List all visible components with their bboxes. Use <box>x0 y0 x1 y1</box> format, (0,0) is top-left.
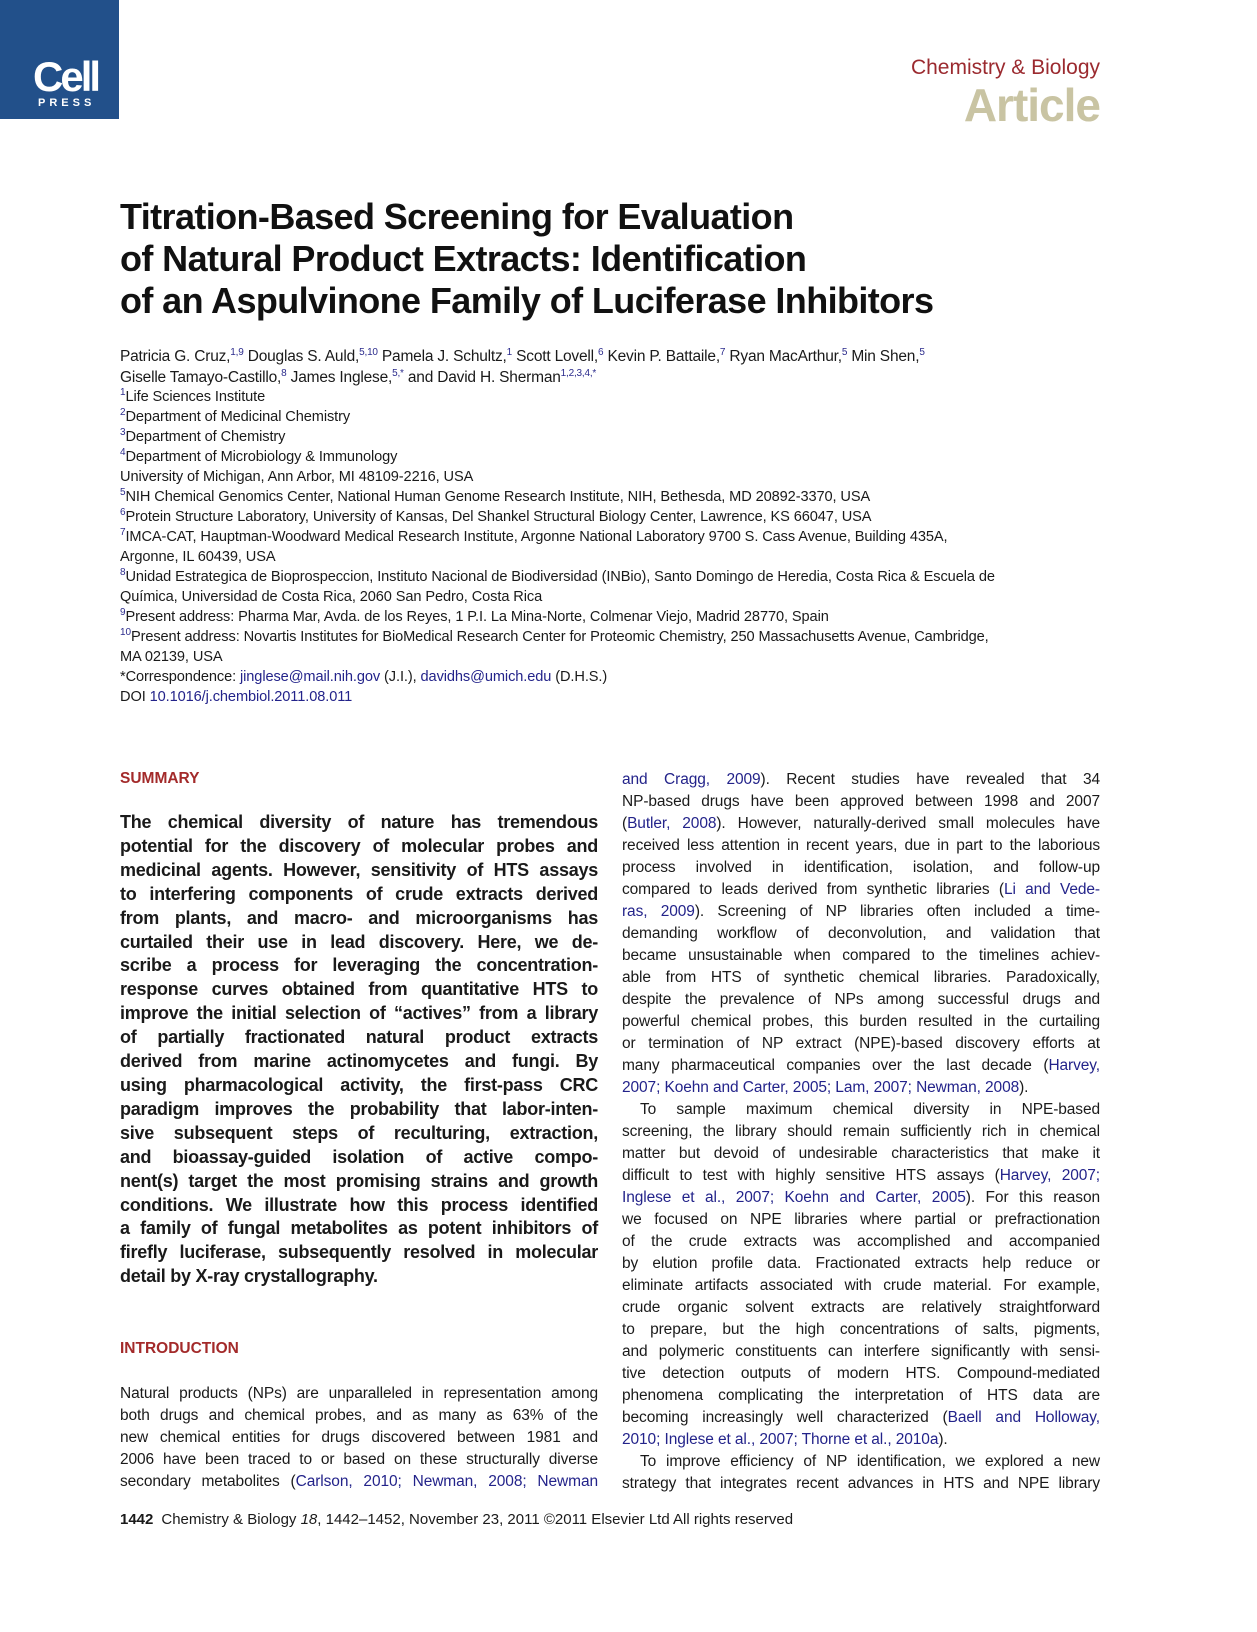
text-span: DOI <box>120 689 150 705</box>
text-span: *Correspondence: <box>120 669 240 685</box>
text-span: many pharmaceutical companies over the last decade ( <box>622 1057 1049 1074</box>
text-span: To sample maximum chemical diversity in NPE-based <box>640 1101 1100 1118</box>
text-line <box>622 1231 1100 1253</box>
text-line <box>120 1405 598 1427</box>
text-line <box>120 1026 598 1050</box>
text-span: and polymeric constituents can interfere significantly with sensi- <box>622 1343 1100 1360</box>
text-span: phenomena complicating the interpretation of HTS data are <box>622 1387 1100 1404</box>
text-span: ). <box>1019 1079 1029 1096</box>
text-line <box>120 1217 598 1241</box>
text-line <box>120 567 1110 587</box>
text-span: using pharmacological activity, the first-pass CRC <box>120 1074 598 1095</box>
text-span: potential for the discovery of molecular probes and <box>120 835 598 856</box>
text-line <box>120 607 1110 627</box>
text-line <box>120 1241 598 1265</box>
text-span: derived from marine actinomycetes and fungi. By <box>120 1051 598 1072</box>
text-span: The chemical diversity of nature has tremendous <box>120 812 598 832</box>
citation-link[interactable]: Inglese et al., 2007; Koehn and Carter, 2005 <box>622 1189 966 1206</box>
text-span: of partially fractionated natural product extracts <box>120 1027 598 1048</box>
text-span: Protein Structure Laboratory, University of Kansas, Del Shankel Structural Biology Center, Lawrence, KS 66047, USA <box>125 509 872 525</box>
text-span: ). Recent studies have revealed that 34 <box>760 771 1101 788</box>
text-span: and bioassay-guided isolation of active compo- <box>120 1146 598 1167</box>
text-line <box>622 879 1100 901</box>
text-span: scribe a process for leveraging the concentration- <box>120 955 598 976</box>
text-line <box>622 1319 1100 1341</box>
footer-volume: 18 <box>300 1511 318 1528</box>
text-line <box>622 989 1100 1011</box>
text-line <box>120 1265 598 1289</box>
text-line <box>120 587 1110 607</box>
text-line <box>622 901 1100 923</box>
cell-press-logo <box>0 0 119 119</box>
text-line <box>622 1275 1100 1297</box>
citation-link[interactable]: Harvey, <box>1048 1057 1100 1074</box>
text-line <box>622 813 1100 835</box>
text-line <box>120 527 1110 547</box>
page-footer <box>120 1511 793 1528</box>
text-line <box>120 387 1110 407</box>
text-line <box>622 1033 1100 1055</box>
text-line <box>622 1429 1100 1451</box>
text-span: (D.H.S.) <box>551 669 608 685</box>
superscript-marker: 1,9 <box>230 346 244 358</box>
footer-journal: Chemistry & Biology <box>161 1511 297 1528</box>
text-span: difficult to test with highly sensitive HTS assays ( <box>622 1167 1000 1184</box>
text-span: ). However, naturally-derived small molecules have <box>716 815 1100 832</box>
text-span: Present address: Pharma Mar, Avda. de los Reyes, 1 P.I. La Mina-Norte, Colmenar Viejo, Madrid 28770, Spain <box>125 609 829 625</box>
text-span: MA 02139, USA <box>120 649 223 665</box>
text-span: powerful chemical probes, this burden resulted in the curtailing <box>622 1013 1100 1030</box>
text-line <box>622 791 1100 813</box>
text-span: paradigm improves the probability that labor-inten- <box>120 1098 598 1119</box>
superscript-marker: 2 <box>120 407 126 419</box>
citation-link[interactable]: and Cragg, 2009 <box>622 771 761 788</box>
text-line <box>622 835 1100 857</box>
text-line <box>622 1253 1100 1275</box>
text-span: demanding workflow of deconvolution, and validation that <box>622 925 1100 942</box>
text-span: secondary metabolites ( <box>120 1473 296 1490</box>
text-span: James Inglese, <box>286 369 393 386</box>
text-span: Douglas S. Auld, <box>243 348 360 365</box>
text-span: Giselle Tamayo-Castillo, <box>120 369 282 386</box>
text-line <box>120 687 1110 707</box>
text-line <box>622 1143 1100 1165</box>
text-line <box>622 1451 1100 1473</box>
introduction-heading: INTRODUCTION <box>120 1340 239 1357</box>
text-span: firefly luciferase, subsequently resolved in molecular <box>120 1242 598 1263</box>
text-span: eliminate artifacts associated with crude material. For example, <box>622 1277 1100 1294</box>
text-line <box>622 1209 1100 1231</box>
text-span: Pamela J. Schultz, <box>377 348 507 365</box>
text-line <box>622 1121 1100 1143</box>
text-line <box>622 857 1100 879</box>
citation-link[interactable]: davidhs@umich.edu <box>420 669 552 685</box>
text-span: nent(s) target the most promising strains and growth <box>120 1170 598 1191</box>
text-span: To improve efficiency of NP identification, we explored a new <box>640 1453 1100 1470</box>
text-span: ( <box>622 815 628 832</box>
text-span: or termination of NP extract (NPE)-based discovery efforts at <box>622 1035 1100 1052</box>
citation-link[interactable]: ras, 2009 <box>622 903 695 920</box>
text-span: (J.I.), <box>380 669 421 685</box>
text-line <box>120 954 598 978</box>
text-span: Life Sciences Institute <box>125 389 266 405</box>
text-span: improve the initial selection of “actives” from a library <box>120 1003 598 1024</box>
text-line <box>120 467 1110 487</box>
text-line <box>120 1074 598 1098</box>
text-line <box>120 407 1110 427</box>
text-line <box>120 367 1110 388</box>
text-line <box>120 811 598 835</box>
superscript-marker: 8 <box>281 367 287 379</box>
text-line <box>120 346 1110 367</box>
text-line <box>622 923 1100 945</box>
title-line: of Natural Product Extracts: Identification <box>120 238 807 279</box>
text-span: to prepare, but the high concentrations of salts, pigments, <box>622 1321 1100 1338</box>
superscript-marker: 10 <box>120 627 131 639</box>
superscript-marker: 5,10 <box>359 346 378 358</box>
text-span: Natural products (NPs) are unparalleled in representation among <box>120 1385 598 1402</box>
text-span: Kevin P. Battaile, <box>603 348 720 365</box>
text-line <box>622 1055 1100 1077</box>
text-span: matter but devoid of undesirable characteristics that make it <box>622 1145 1100 1162</box>
text-span: Min Shen, <box>847 348 920 365</box>
text-span: Present address: Novartis Institutes for BioMedical Research Center for Proteomic Chemistry, 250 Massachusetts Avenue, Cambridge, <box>130 629 989 645</box>
logo-text: Cell <box>33 53 99 100</box>
text-span: ). Screening of NP libraries often included a time- <box>694 903 1100 920</box>
text-span: ). For this reason <box>965 1189 1101 1206</box>
superscript-marker: 7 <box>719 346 726 358</box>
text-span: NP-based drugs have been approved between 1998 and 2007 <box>622 793 1100 810</box>
superscript-marker: 5 <box>841 346 848 358</box>
text-line <box>120 447 1110 467</box>
text-line <box>622 967 1100 989</box>
text-line <box>622 945 1100 967</box>
text-span: response curves obtained from quantitative HTS to <box>120 979 598 1000</box>
text-line <box>120 1427 598 1449</box>
summary-heading: SUMMARY <box>120 770 200 787</box>
text-span: IMCA-CAT, Hauptman-Woodward Medical Research Institute, Argonne National Laboratory 9700 S. Cass Avenue, Building 435A, <box>125 529 948 545</box>
text-span: from plants, and macro- and microorganisms has <box>120 907 598 928</box>
citation-link[interactable]: Carlson, 2010; Newman, 2008; Newman <box>295 1473 598 1490</box>
text-line <box>622 1165 1100 1187</box>
footer-citation: , 1442–1452, November 23, 2011 ©2011 Elsevier Ltd All rights reserved <box>317 1511 794 1528</box>
text-span: we focused on NPE libraries where partial or prefractionation <box>622 1211 1100 1228</box>
superscript-marker: 1,2,3,4,* <box>560 367 597 379</box>
superscript-marker: 8 <box>120 567 126 579</box>
text-line <box>120 547 1110 567</box>
text-span: strategy that integrates recent advances in HTS and NPE library <box>622 1475 1100 1492</box>
text-span: despite the prevalence of NPs among successful drugs and <box>622 991 1100 1008</box>
text-span: Ryan MacArthur, <box>725 348 842 365</box>
text-span: Department of Chemistry <box>125 429 286 445</box>
text-line <box>120 1449 598 1471</box>
text-line <box>120 859 598 883</box>
citation-link[interactable]: Baell and Holloway, <box>947 1409 1100 1426</box>
text-span: a family of fungal metabolites as potent inhibitors of <box>120 1218 598 1239</box>
text-span: Patricia G. Cruz, <box>120 348 231 365</box>
superscript-marker: 3 <box>120 427 126 439</box>
citation-link[interactable]: Harvey, 2007; <box>999 1167 1100 1184</box>
text-line <box>120 1170 598 1194</box>
superscript-marker: 6 <box>120 507 126 519</box>
text-span: Unidad Estrategica de Bioprospeccion, Instituto Nacional de Biodiversidad (INBio), Santo Domingo de Heredia, Costa Rica & Escuela de <box>125 569 995 585</box>
citation-link[interactable]: jinglese@mail.nih.gov <box>240 669 381 685</box>
text-line <box>120 1194 598 1218</box>
text-span: Department of Microbiology & Immunology <box>125 449 398 465</box>
text-line <box>120 835 598 859</box>
text-line <box>120 647 1110 667</box>
superscript-marker: 5,* <box>392 367 404 379</box>
text-span: conditions. We illustrate how this process identified <box>120 1194 598 1215</box>
text-line <box>120 507 1110 527</box>
text-span: Química, Universidad de Costa Rica, 2060 San Pedro, Costa Rica <box>120 589 543 605</box>
text-line <box>120 427 1110 447</box>
text-span: process involved in identification, isolation, and follow-up <box>622 859 1100 876</box>
text-line <box>120 1146 598 1170</box>
text-span: Argonne, IL 60439, USA <box>120 549 276 565</box>
title-line: of an Aspulvinone Family of Luciferase Inhibitors <box>120 280 934 321</box>
superscript-marker: 7 <box>120 527 126 539</box>
text-span: and David H. Sherman <box>403 369 561 386</box>
text-line <box>622 1099 1100 1121</box>
text-line <box>120 1002 598 1026</box>
text-line <box>622 1341 1100 1363</box>
superscript-marker: 5 <box>919 346 925 358</box>
text-span: to interfering components of crude extracts derived <box>120 883 598 904</box>
superscript-marker: 4 <box>120 447 126 459</box>
text-line <box>120 627 1110 647</box>
author-list <box>120 346 1110 388</box>
text-line <box>622 1407 1100 1429</box>
text-span: screening, the library should remain sufficiently rich in chemical <box>622 1123 1100 1140</box>
text-line <box>120 883 598 907</box>
text-line <box>622 1011 1100 1033</box>
article-type: Article <box>963 79 1100 131</box>
text-span: tive detection outputs of modern HTS. Compound-mediated <box>622 1365 1100 1382</box>
text-span: sive subsequent steps of reculturing, extraction, <box>120 1122 598 1143</box>
text-line <box>622 769 1100 791</box>
paper-title <box>120 196 1120 322</box>
superscript-marker: 9 <box>120 607 126 619</box>
text-span: new chemical entities for drugs discovered between 1981 and <box>120 1429 598 1446</box>
text-line <box>120 487 1110 507</box>
text-line <box>120 931 598 955</box>
title-line: Titration-Based Screening for Evaluation <box>120 196 794 237</box>
text-line <box>622 1297 1100 1319</box>
citation-link[interactable]: Butler, 2008 <box>627 815 717 832</box>
text-span: University of Michigan, Ann Arbor, MI 48109-2216, USA <box>120 469 474 485</box>
text-line <box>120 1050 598 1074</box>
summary-text <box>120 811 598 1289</box>
text-span: by elution profile data. Fractionated extracts help reduce or <box>622 1255 1100 1272</box>
text-line <box>120 907 598 931</box>
text-span: crude organic solvent extracts are relatively straightforward <box>622 1299 1100 1316</box>
text-line <box>622 1385 1100 1407</box>
text-span: ). <box>938 1431 948 1448</box>
text-span: of the crude extracts was accomplished and accompanied <box>622 1233 1100 1250</box>
introduction-text <box>120 1383 598 1493</box>
citation-link[interactable]: 2007; Koehn and Carter, 2005; Lam, 2007; Newman, 2008 <box>622 1079 1020 1096</box>
text-line <box>120 1471 598 1493</box>
text-span: curtailed their use in lead discovery. Here, we de- <box>120 931 598 952</box>
text-line <box>120 1098 598 1122</box>
text-span: medicinal agents. However, sensitivity of HTS assays <box>120 859 598 880</box>
text-span: became unsustainable when compared to the timelines achiev- <box>622 947 1100 964</box>
text-span: detail by X-ray crystallography. <box>120 1266 378 1287</box>
text-span: 2006 have been traced to or based on these structurally diverse <box>120 1451 598 1468</box>
text-line <box>120 1122 598 1146</box>
text-line <box>120 667 1110 687</box>
text-line <box>622 1363 1100 1385</box>
text-span: becoming increasingly well characterized ( <box>622 1409 948 1426</box>
superscript-marker: 1 <box>506 346 513 358</box>
superscript-marker: 5 <box>120 487 126 499</box>
citation-link[interactable]: Li and Vede- <box>1003 881 1100 898</box>
text-span: able from HTS of synthetic chemical libraries. Paradoxically, <box>622 969 1100 986</box>
text-span: Scott Lovell, <box>512 348 598 365</box>
logo-subtext: PRESS <box>38 97 96 109</box>
page-number: 1442 <box>120 1511 154 1528</box>
text-line <box>622 1473 1100 1495</box>
affiliations <box>120 387 1110 707</box>
text-span: received less attention in recent years, due in part to the laborious <box>622 837 1100 854</box>
text-span: NIH Chemical Genomics Center, National Human Genome Research Institute, NIH, Bethesda, MD 20892-3370, USA <box>125 489 871 505</box>
text-line <box>622 1187 1100 1209</box>
citation-link[interactable]: 2010; Inglese et al., 2007; Thorne et al., 2010a <box>622 1431 939 1448</box>
text-span: compared to leads derived from synthetic libraries ( <box>622 881 1004 898</box>
text-line <box>120 1383 598 1405</box>
text-span: both drugs and chemical probes, and as many as 63% of the <box>120 1407 598 1424</box>
superscript-marker: 1 <box>120 387 126 399</box>
text-line <box>120 978 598 1002</box>
right-column-text <box>622 769 1100 1495</box>
citation-link[interactable]: 10.1016/j.chembiol.2011.08.011 <box>149 689 353 705</box>
text-line <box>622 1077 1100 1099</box>
superscript-marker: 6 <box>598 346 604 358</box>
text-span: Department of Medicinal Chemistry <box>125 409 351 425</box>
journal-name: Chemistry & Biology <box>910 56 1100 79</box>
